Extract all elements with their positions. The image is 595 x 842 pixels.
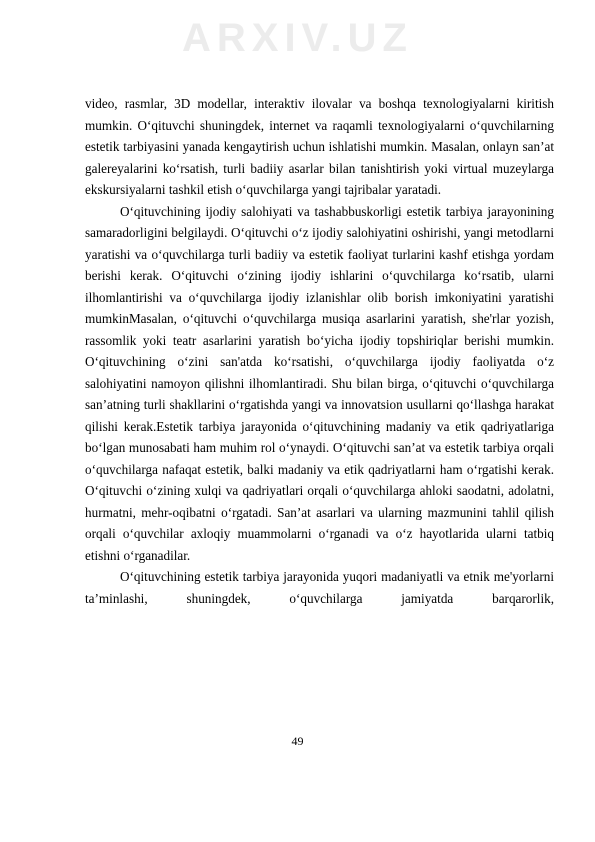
watermark: ARXIV.UZ [181,15,413,60]
paragraph-1: video, rasmlar, 3D modellar, interaktiv ilovalar va boshqa texnologiyalarni kiritish mumkin. O‘qituvchi shuningdek, internet va raqamli texnologiyalarni o‘quvchilarning estetik tarbiyasini yanada kengaytirish uchun ishlatishi mumkin. Masalan, onlayn san’at galereyalarini ko‘rsatish, turli badiiy asarlar bilan tanishtirish yoki virtual muzeylarga ekskursiyalarni tashkil etish o‘quvchilarga yangi tajribalar yaratadi. [85,96,554,197]
page-number: 49 [291,734,304,748]
paragraph-3: O‘qituvchining estetik tarbiya jarayonida yuqori madaniyatli va etnik me'yorlarni ta’minlashi, shuningdek, o‘quvchilarga jamiyatda barqarorlik, [85,569,554,606]
page-body [85,93,554,609]
paragraph-2: O‘qituvchining ijodiy salohiyati va tashabbuskorligi estetik tarbiya jarayonining samaradorligini belgilaydi. O‘qituvchi o‘z ijodiy salohiyatini oshirishi, yangi metodlarni yaratishi va o‘quvchilarga turli badiiy va estetik faoliyat turlarini kashf etishga yordam berishi kerak. O‘qituvchi o‘zining ijodiy ishlarini o‘quvchilarga ko‘rsatib, ularni ilhomlantirishi va o‘quvchilarga ijodiy izlanishlar olib borish imkoniyatini yaratishi mumkinMasalan, o‘qituvchi o‘quvchilarga musiqa asarlarini yaratish, she'rlar yozish, rassomlik yoki teatr asarlarini yaratish bo‘yicha ijodiy topshiriqlar berishi mumkin. O‘qituvchining o‘zini san'atda ko‘rsatishi, o‘quvchilarga ijodiy faoliyatda o‘z salohiyatini namoyon qilishni ilhomlantiradi. Shu bilan birga, o‘qituvchi o‘quvchilarga san’atning turli shakllarini o‘rgatishda yangi va innovatsion usullarni qo‘llashga harakat qilishi kerak.Estetik tarbiya jarayonida o‘qituvchining madaniy va etik qadriyatlariga bo‘lgan munosabati ham muhim rol o‘ynaydi. O‘qituvchi san’at va estetik tarbiya orqali o‘quvchilarga nafaqat estetik, balki madaniy va etik qadriyatlarni ham o‘rgatishi kerak. O‘qituvchi o‘zining xulqi va qadriyatlari orqali o‘quvchilarga ahloki saodatni, adolatni, hurmatni, mehr-oqibatni o‘rgatadi. San’at asarlari va ularning mazmunini tahlil qilish orqali o‘quvchilar axloqiy muammolarni o‘rganadi va o‘z hayotlarida ularni tatbiq etishni o‘rganadilar. [85,203,554,563]
